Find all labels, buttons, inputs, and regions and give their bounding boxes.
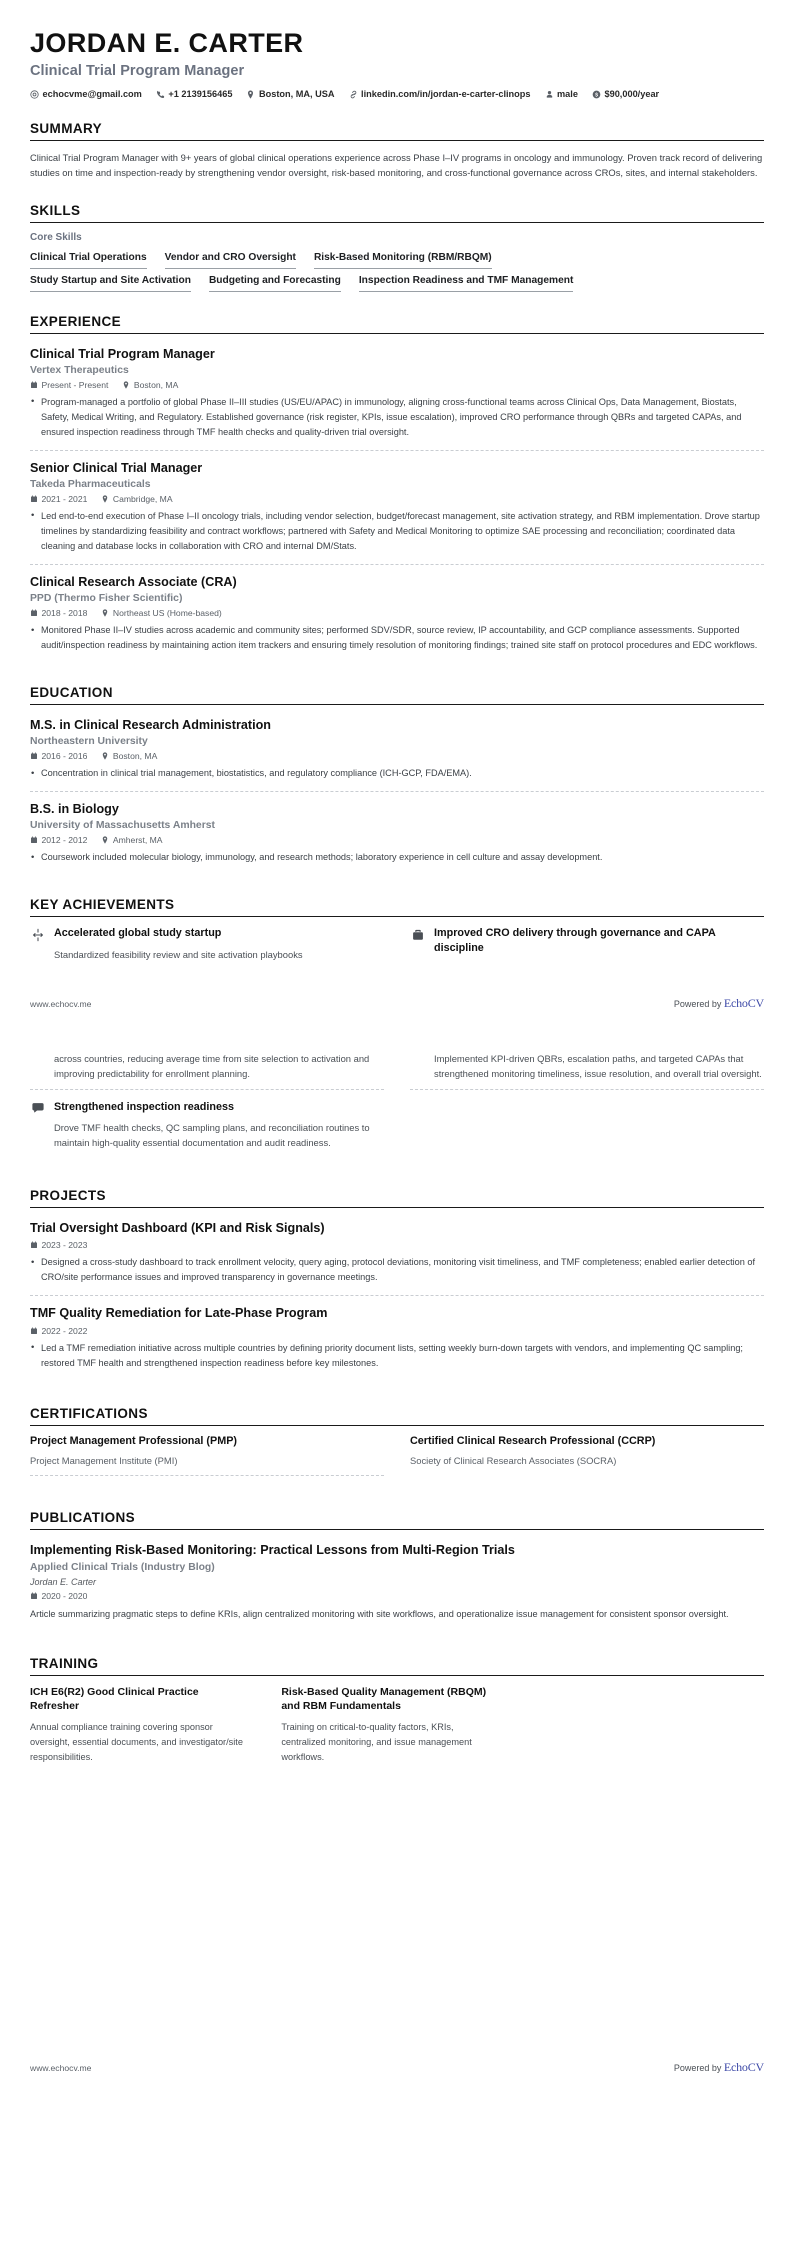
certification-name: Certified Clinical Research Professional (CCRP)	[410, 1435, 656, 1448]
entry-dates	[30, 380, 108, 390]
section-divider	[30, 333, 764, 334]
entry-location-text: Cambridge, MA	[112, 493, 173, 504]
contact-email-text: echocvme@gmail.com	[42, 89, 142, 100]
entry-company: Vertex Therapeutics	[30, 364, 129, 376]
section-title-experience: EXPERIENCE	[30, 313, 122, 329]
entry-dates-text: 2018 - 2018	[41, 608, 88, 619]
ruler-icon	[30, 927, 45, 942]
section-title-education: EDUCATION	[30, 684, 113, 700]
contact-location-text: Boston, MA, USA	[258, 89, 335, 100]
section-title-summary: SUMMARY	[30, 121, 103, 137]
certification-item	[30, 1435, 384, 1484]
contact-gender-text: male	[557, 89, 578, 100]
achievement-desc-continued-right	[410, 1051, 764, 1090]
section-title-projects: PROJECTS	[30, 1188, 106, 1204]
training-desc: Training on critical-to-quality factors, KRIs, centralized monitoring, and issue management workflows.	[281, 1722, 472, 1762]
calendar-icon	[30, 609, 38, 617]
summary-text: Clinical Trial Program Manager with 9+ years of global clinical operations experience across Phase I–IV programs in oncology and immunology. Proven track record of delivering studies on time and inspection-ready by strengthening vendor oversight, risk-based monitoring, and cross-functional governance across CROs, sites, and internal stakeholders.	[30, 152, 763, 179]
entry-meta	[30, 380, 764, 390]
echocv-logo: EchoCV	[723, 995, 764, 1010]
section-key-achievements	[30, 897, 764, 969]
experience-entry	[30, 564, 764, 663]
entry-dates	[30, 1326, 87, 1336]
achievement-title: Accelerated global study startup	[54, 927, 222, 940]
section-title-publications: PUBLICATIONS	[30, 1510, 136, 1526]
publication-entry	[30, 1539, 764, 1629]
footer-url[interactable]: www.echocv.me	[30, 998, 92, 1009]
calendar-icon	[30, 495, 38, 503]
achievement-item	[30, 926, 384, 969]
education-entry	[30, 791, 764, 875]
section-divider	[30, 704, 764, 705]
contact-linkedin[interactable]	[349, 89, 531, 99]
entry-dates	[30, 1240, 87, 1250]
project-entry	[30, 1295, 764, 1380]
achievements-grid-continued	[30, 1051, 764, 1090]
location-pin-icon	[101, 752, 109, 760]
achievements-grid	[30, 926, 764, 969]
email-icon	[30, 90, 39, 99]
entry-meta	[30, 1326, 764, 1336]
footer-powered-by-text: Powered by	[673, 998, 722, 1009]
bullet-item: • Led a TMF remediation initiative across multiple countries by defining priority document lists, setting weekly burn-down targets with vendors, and implementing QC sampling; restored TMF health and strengthened inspection readiness before key milestones.	[30, 1341, 764, 1371]
entry-dates-text: 2020 - 2020	[41, 1590, 88, 1601]
publication-title: Implementing Risk-Based Monitoring: Practical Lessons from Multi-Region Trials	[30, 1543, 515, 1558]
job-title-subtitle: Clinical Trial Program Manager	[30, 63, 245, 80]
entry-dates-text: 2016 - 2016	[41, 751, 88, 762]
contact-salary-text: $90,000/year	[604, 89, 660, 100]
echocv-logo: EchoCV	[723, 2060, 764, 2075]
salary-icon	[592, 90, 601, 99]
calendar-icon	[30, 836, 38, 844]
entry-meta	[30, 608, 764, 618]
experience-entry	[30, 450, 764, 564]
achievement-title: Strengthened inspection readiness	[54, 1100, 234, 1113]
entry-bullets	[30, 1255, 764, 1285]
entry-dates-text: 2022 - 2022	[41, 1325, 88, 1336]
footer-brand	[674, 996, 764, 1011]
entry-location	[101, 835, 162, 845]
entry-meta	[30, 1591, 764, 1601]
skill-chip: Clinical Trial Operations	[30, 250, 147, 269]
skills-row	[30, 273, 764, 292]
achievements-empty-cell	[410, 1090, 764, 1158]
certification-divider	[30, 1475, 384, 1476]
publication-venue: Applied Clinical Trials (Industry Blog)	[30, 1561, 215, 1573]
contact-email[interactable]	[30, 89, 142, 99]
briefcase-icon	[410, 927, 425, 942]
section-divider	[30, 1207, 764, 1208]
entry-job-title: Clinical Trial Program Manager	[30, 346, 215, 361]
entry-dates	[30, 1591, 87, 1601]
skill-chip: Vendor and CRO Oversight	[165, 250, 296, 269]
bullet-item: • Led end-to-end execution of Phase I–II oncology trials, including vendor selection, budget/forecast management, site activation strategy, and RBM implementation. Drove startup timelines by standardizing feasibility and contract workflows; partnered with Safety and Medical Monitoring to optimize SAE processing and reconciliation; coordinated data cleaning and database locks in collaboration with CRO and internal DM/Stats.	[30, 509, 764, 554]
entry-degree: M.S. in Clinical Research Administration	[30, 717, 271, 732]
entry-dates	[30, 751, 87, 761]
entry-meta	[30, 751, 764, 761]
entry-dates-text: 2012 - 2012	[41, 835, 88, 846]
section-title-key-achievements: KEY ACHIEVEMENTS	[30, 897, 175, 913]
entry-location-text: Boston, MA	[112, 751, 158, 762]
section-divider	[30, 140, 764, 141]
skills-list	[30, 250, 764, 292]
achievement-desc: Implemented KPI-driven QBRs, escalation paths, and targeted CAPAs that strengthened monitoring timeliness, issue resolution, and overall trial oversight.	[434, 1052, 762, 1079]
footer-powered-by-text: Powered by	[673, 2063, 722, 2074]
publication-description: Article summarizing pragmatic steps to define KRIs, align centralized monitoring with site workflows, and operationalize issue management for consistent sponsor oversight.	[30, 1608, 729, 1619]
entry-meta	[30, 494, 764, 504]
section-title-training: TRAINING	[30, 1655, 99, 1671]
calendar-icon	[30, 752, 38, 760]
publication-author: Jordan E. Carter	[30, 1576, 97, 1587]
entry-bullets	[30, 623, 764, 653]
certification-name: Project Management Professional (PMP)	[30, 1435, 237, 1448]
calendar-icon	[30, 1592, 38, 1600]
skill-chip: Study Startup and Site Activation	[30, 273, 191, 292]
education-entry	[30, 714, 764, 791]
resume-page-1	[0, 0, 794, 1011]
training-name: Risk-Based Quality Management (RBQM) and RBM Fundamentals	[281, 1685, 487, 1712]
section-key-achievements-continued	[30, 1051, 764, 1158]
entry-bullets	[30, 766, 764, 781]
section-divider	[30, 1529, 764, 1530]
contact-phone[interactable]	[156, 89, 233, 99]
section-certifications	[30, 1406, 764, 1484]
entry-location	[101, 608, 221, 618]
section-publications	[30, 1510, 764, 1629]
achievement-desc-continued-left	[30, 1051, 384, 1090]
skill-chip: Budgeting and Forecasting	[209, 273, 341, 292]
location-pin-icon	[101, 836, 109, 844]
chat-bubble-icon	[30, 1101, 45, 1116]
skills-group-label: Core Skills	[30, 231, 82, 243]
location-pin-icon	[101, 609, 109, 617]
contact-location[interactable]	[246, 89, 334, 99]
entry-dates-text: Present - Present	[41, 379, 109, 390]
entry-meta	[30, 835, 764, 845]
achievement-desc: Standardized feasibility review and site activation playbooks	[54, 948, 303, 960]
experience-entry	[30, 343, 764, 450]
achievement-title: Improved CRO delivery through governance and CAPA discipline	[434, 927, 716, 954]
calendar-icon	[30, 1241, 38, 1249]
skills-row	[30, 250, 764, 269]
contact-gender	[545, 89, 578, 99]
footer-brand	[674, 2060, 764, 2075]
training-item	[30, 1685, 261, 1771]
achievement-desc: Drove TMF health checks, QC sampling plans, and reconciliation routines to maintain high-quality essential documentation and audit readiness.	[54, 1122, 370, 1149]
training-name: ICH E6(R2) Good Clinical Practice Refresher	[30, 1685, 199, 1712]
contact-salary	[592, 89, 659, 99]
calendar-icon	[30, 1327, 38, 1335]
training-grid	[30, 1685, 764, 1771]
training-empty-cell	[533, 1685, 764, 1771]
entry-dates	[30, 494, 87, 504]
bullet-item: • Monitored Phase II–IV studies across academic and community sites; performed SDV/SDR, source review, IP accountability, and GCP compliance assessments. Supported audit/inspection readiness by maintaining action item trackers and ensuring timely resolution of monitoring findings; trained site staff on protocol procedures and EDC workflows.	[30, 623, 764, 653]
link-icon	[349, 90, 358, 99]
contact-phone-text: +1 2139156465	[168, 89, 233, 100]
resume-header	[30, 0, 764, 99]
section-education	[30, 685, 764, 876]
training-desc: Annual compliance training covering sponsor oversight, essential documents, and investigator/site responsibilities.	[30, 1722, 243, 1762]
section-experience	[30, 314, 764, 663]
entry-company: PPD (Thermo Fisher Scientific)	[30, 593, 183, 605]
entry-school: University of Massachusetts Amherst	[30, 820, 215, 832]
skill-chip: Risk-Based Monitoring (RBM/RBQM)	[314, 250, 492, 269]
bullet-item: • Designed a cross-study dashboard to track enrollment velocity, query aging, protocol deviations, monitoring visit timeliness, and TMF completeness; enabled earlier detection of CRO/site performance issues and improved transparency in governance meetings.	[30, 1255, 764, 1285]
entry-meta	[30, 1240, 764, 1250]
page-footer	[0, 2060, 794, 2075]
achievements-grid-row2	[30, 1090, 764, 1158]
bullet-item: • Program-managed a portfolio of global Phase II–III studies (US/EU/APAC) in immunology, aligning cross-functional teams across Clinical Ops, Data Management, Biostats, Safety, Medical Writing, and Regulatory. Established governance (risk register, KPIs, issue escalation), improved CRO performance through QBRs and targeted CAPAs, and ensured inspection readiness through TMF health checks and quality-driven trial oversight.	[30, 395, 764, 440]
bullet-item: • Concentration in clinical trial management, biostatistics, and regulatory compliance (ICH-GCP, FDA/EMA).	[30, 766, 764, 781]
footer-url[interactable]: www.echocv.me	[30, 2063, 92, 2074]
calendar-icon	[30, 381, 38, 389]
bullet-item: • Coursework included molecular biology, immunology, and research methods; laboratory experience in cell culture and assay development.	[30, 850, 764, 865]
section-divider	[30, 222, 764, 223]
entry-bullets	[30, 1341, 764, 1371]
page-footer	[0, 996, 794, 1011]
page-spacer	[30, 970, 764, 996]
entry-dates	[30, 608, 87, 618]
achievement-item	[30, 1090, 384, 1158]
page-bottom-spacer	[30, 1770, 764, 2060]
section-projects	[30, 1188, 764, 1380]
entry-job-title: Clinical Research Associate (CRA)	[30, 574, 237, 589]
person-icon	[545, 90, 554, 99]
phone-icon	[156, 90, 165, 99]
project-title: Trial Oversight Dashboard (KPI and Risk Signals)	[30, 1221, 325, 1236]
section-skills	[30, 203, 764, 292]
project-entry	[30, 1217, 764, 1295]
entry-dates	[30, 835, 87, 845]
entry-bullets	[30, 850, 764, 865]
section-training	[30, 1656, 764, 1771]
section-title-certifications: CERTIFICATIONS	[30, 1406, 148, 1422]
skill-chip: Inspection Readiness and TMF Management	[359, 273, 574, 292]
entry-job-title: Senior Clinical Trial Manager	[30, 460, 203, 475]
entry-bullets	[30, 395, 764, 440]
achievement-desc: across countries, reducing average time from site selection to activation and improving predictability for enrollment planning.	[54, 1052, 370, 1079]
entry-school: Northeastern University	[30, 736, 148, 748]
entry-dates-text: 2023 - 2023	[41, 1240, 88, 1251]
section-summary	[30, 121, 764, 180]
location-pin-icon	[101, 495, 109, 503]
page-title: JORDAN E. CARTER	[30, 28, 304, 58]
entry-location-text: Amherst, MA	[112, 835, 163, 846]
certification-issuer: Society of Clinical Research Associates (SOCRA)	[410, 1455, 617, 1467]
contact-linkedin-text: linkedin.com/in/jordan-e-carter-clinops	[361, 89, 531, 100]
project-title: TMF Quality Remediation for Late-Phase Program	[30, 1306, 328, 1321]
entry-bullets	[30, 509, 764, 554]
entry-degree: B.S. in Biology	[30, 802, 119, 817]
contact-row	[30, 89, 764, 99]
resume-page-2	[0, 1011, 794, 2076]
entry-location	[101, 494, 172, 504]
achievement-item	[410, 926, 764, 969]
entry-location	[122, 380, 178, 390]
certification-item	[410, 1435, 764, 1484]
certifications-grid	[30, 1435, 764, 1484]
entry-location-text: Boston, MA	[133, 379, 179, 390]
training-item	[281, 1685, 512, 1771]
entry-location-text: Northeast US (Home-based)	[112, 608, 222, 619]
certification-issuer: Project Management Institute (PMI)	[30, 1455, 178, 1467]
entry-dates-text: 2021 - 2021	[41, 493, 88, 504]
section-divider	[30, 916, 764, 917]
location-pin-icon	[246, 90, 255, 99]
entry-company: Takeda Pharmaceuticals	[30, 478, 151, 490]
section-divider	[30, 1425, 764, 1426]
section-title-skills: SKILLS	[30, 202, 81, 218]
page-top-spacer	[30, 1011, 764, 1051]
section-divider	[30, 1675, 764, 1676]
entry-location	[101, 751, 157, 761]
location-pin-icon	[122, 381, 130, 389]
